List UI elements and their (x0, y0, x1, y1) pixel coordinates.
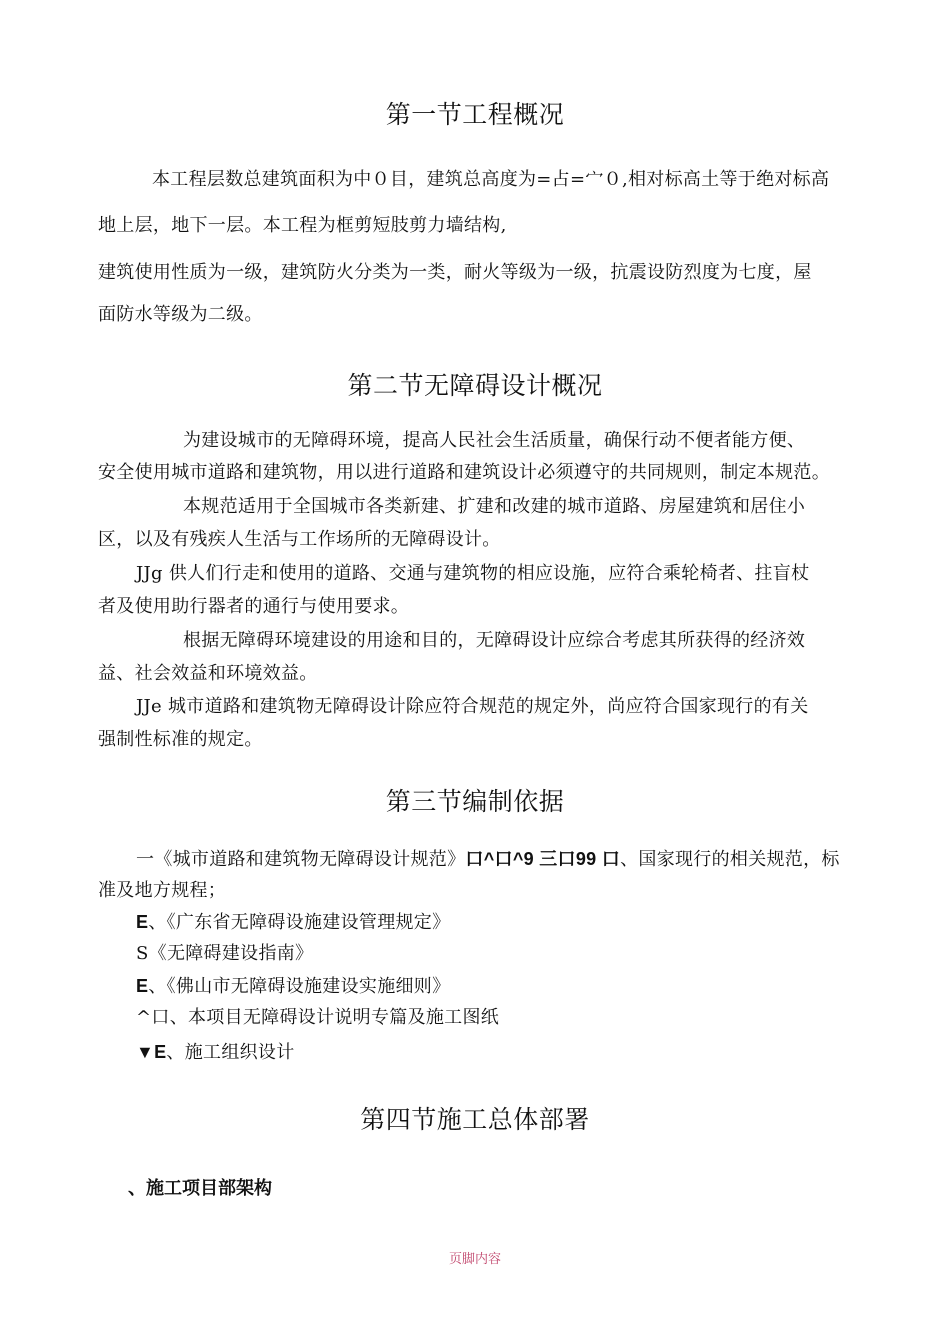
reference-rest: 、国家现行的相关规范，标 (620, 849, 840, 870)
reference-item (136, 847, 840, 872)
reference-prefix: S (136, 943, 149, 964)
section1-line: 面防水等级为二级。 (98, 304, 263, 325)
section2-line: 根据无障碍环境建设的用途和目的，无障碍设计应综合考虑其所获得的经济效 (183, 630, 806, 651)
reference-prefix: ▼E (136, 1042, 167, 1062)
section4-title: 第四节施工总体部署 (360, 1105, 590, 1134)
reference-code: 口^口^9 三口99 口 (465, 849, 621, 869)
reference-text: 、本项目无障碍设计说明专篇及施工图纸 (169, 1007, 500, 1028)
section2-line: 者及使用助行器者的通行与使用要求。 (98, 596, 410, 617)
section2-line: 为建设城市的无障碍环境，提高人民社会生活质量，确保行动不便者能方便、 (183, 430, 806, 451)
section2-line: JJg 供人们行走和使用的道路、交通与建筑物的相应设施，应符合乘轮椅者、拄盲杖 (136, 563, 810, 584)
reference-item (98, 879, 226, 903)
reference-text: 《城市道路和建筑物无障碍设计规范》 (154, 849, 466, 870)
section2-title: 第二节无障碍设计概况 (347, 371, 603, 400)
section2-line: 区，以及有残疾人生活与工作场所的无障碍设计。 (98, 529, 501, 550)
reference-item (136, 974, 450, 999)
reference-item (136, 1040, 295, 1065)
section2-line: 本规范适用于全国城市各类新建、扩建和改建的城市道路、房屋建筑和居住小 (183, 496, 806, 517)
reference-prefix: 一 (136, 849, 155, 870)
reference-text: 、《佛山市无障碍设施建设实施细则》 (148, 976, 451, 997)
page-footer: 页脚内容 (448, 1252, 501, 1267)
reference-item (136, 910, 450, 935)
reference-text: 准及地方规程； (98, 880, 227, 901)
reference-prefix: E (136, 912, 149, 932)
reference-prefix: E (136, 976, 149, 996)
section1-line: 地上层，地下一层。本工程为框剪短肢剪力墙结构, (98, 215, 507, 236)
reference-text: 、《广东省无障碍设施建设管理规定》 (148, 912, 451, 933)
section2-line: 强制性标准的规定。 (98, 729, 263, 750)
section2-line: 益、社会效益和环境效益。 (98, 663, 318, 684)
section1-line: 建筑使用性质为一级，建筑防火分类为一类，耐火等级为一级，抗震设防烈度为七度，屋 (98, 262, 812, 283)
section2-line: JJe 城市道路和建筑物无障碍设计除应符合规范的规定外，尚应符合国家现行的有关 (136, 696, 809, 717)
section1-line: 本工程层数总建筑面积为中０目，建筑总高度为=占=宀０,相对标高土等于绝对标高 (152, 169, 830, 190)
reference-prefix: ^口 (136, 1007, 170, 1028)
section1-title: 第一节工程概况 (385, 100, 565, 129)
reference-item (136, 1006, 499, 1030)
section4-subtitle: 、施工项目部架构 (128, 1178, 272, 1199)
reference-text: 、施工组织设计 (166, 1042, 295, 1063)
reference-item (136, 942, 313, 966)
section3-title: 第三节编制依据 (385, 787, 565, 816)
reference-text: 《无障碍建设指南》 (148, 943, 314, 964)
section2-line: 安全使用城市道路和建筑物，用以进行道路和建筑设计必须遵守的共同规则，制定本规范。 (98, 462, 830, 483)
